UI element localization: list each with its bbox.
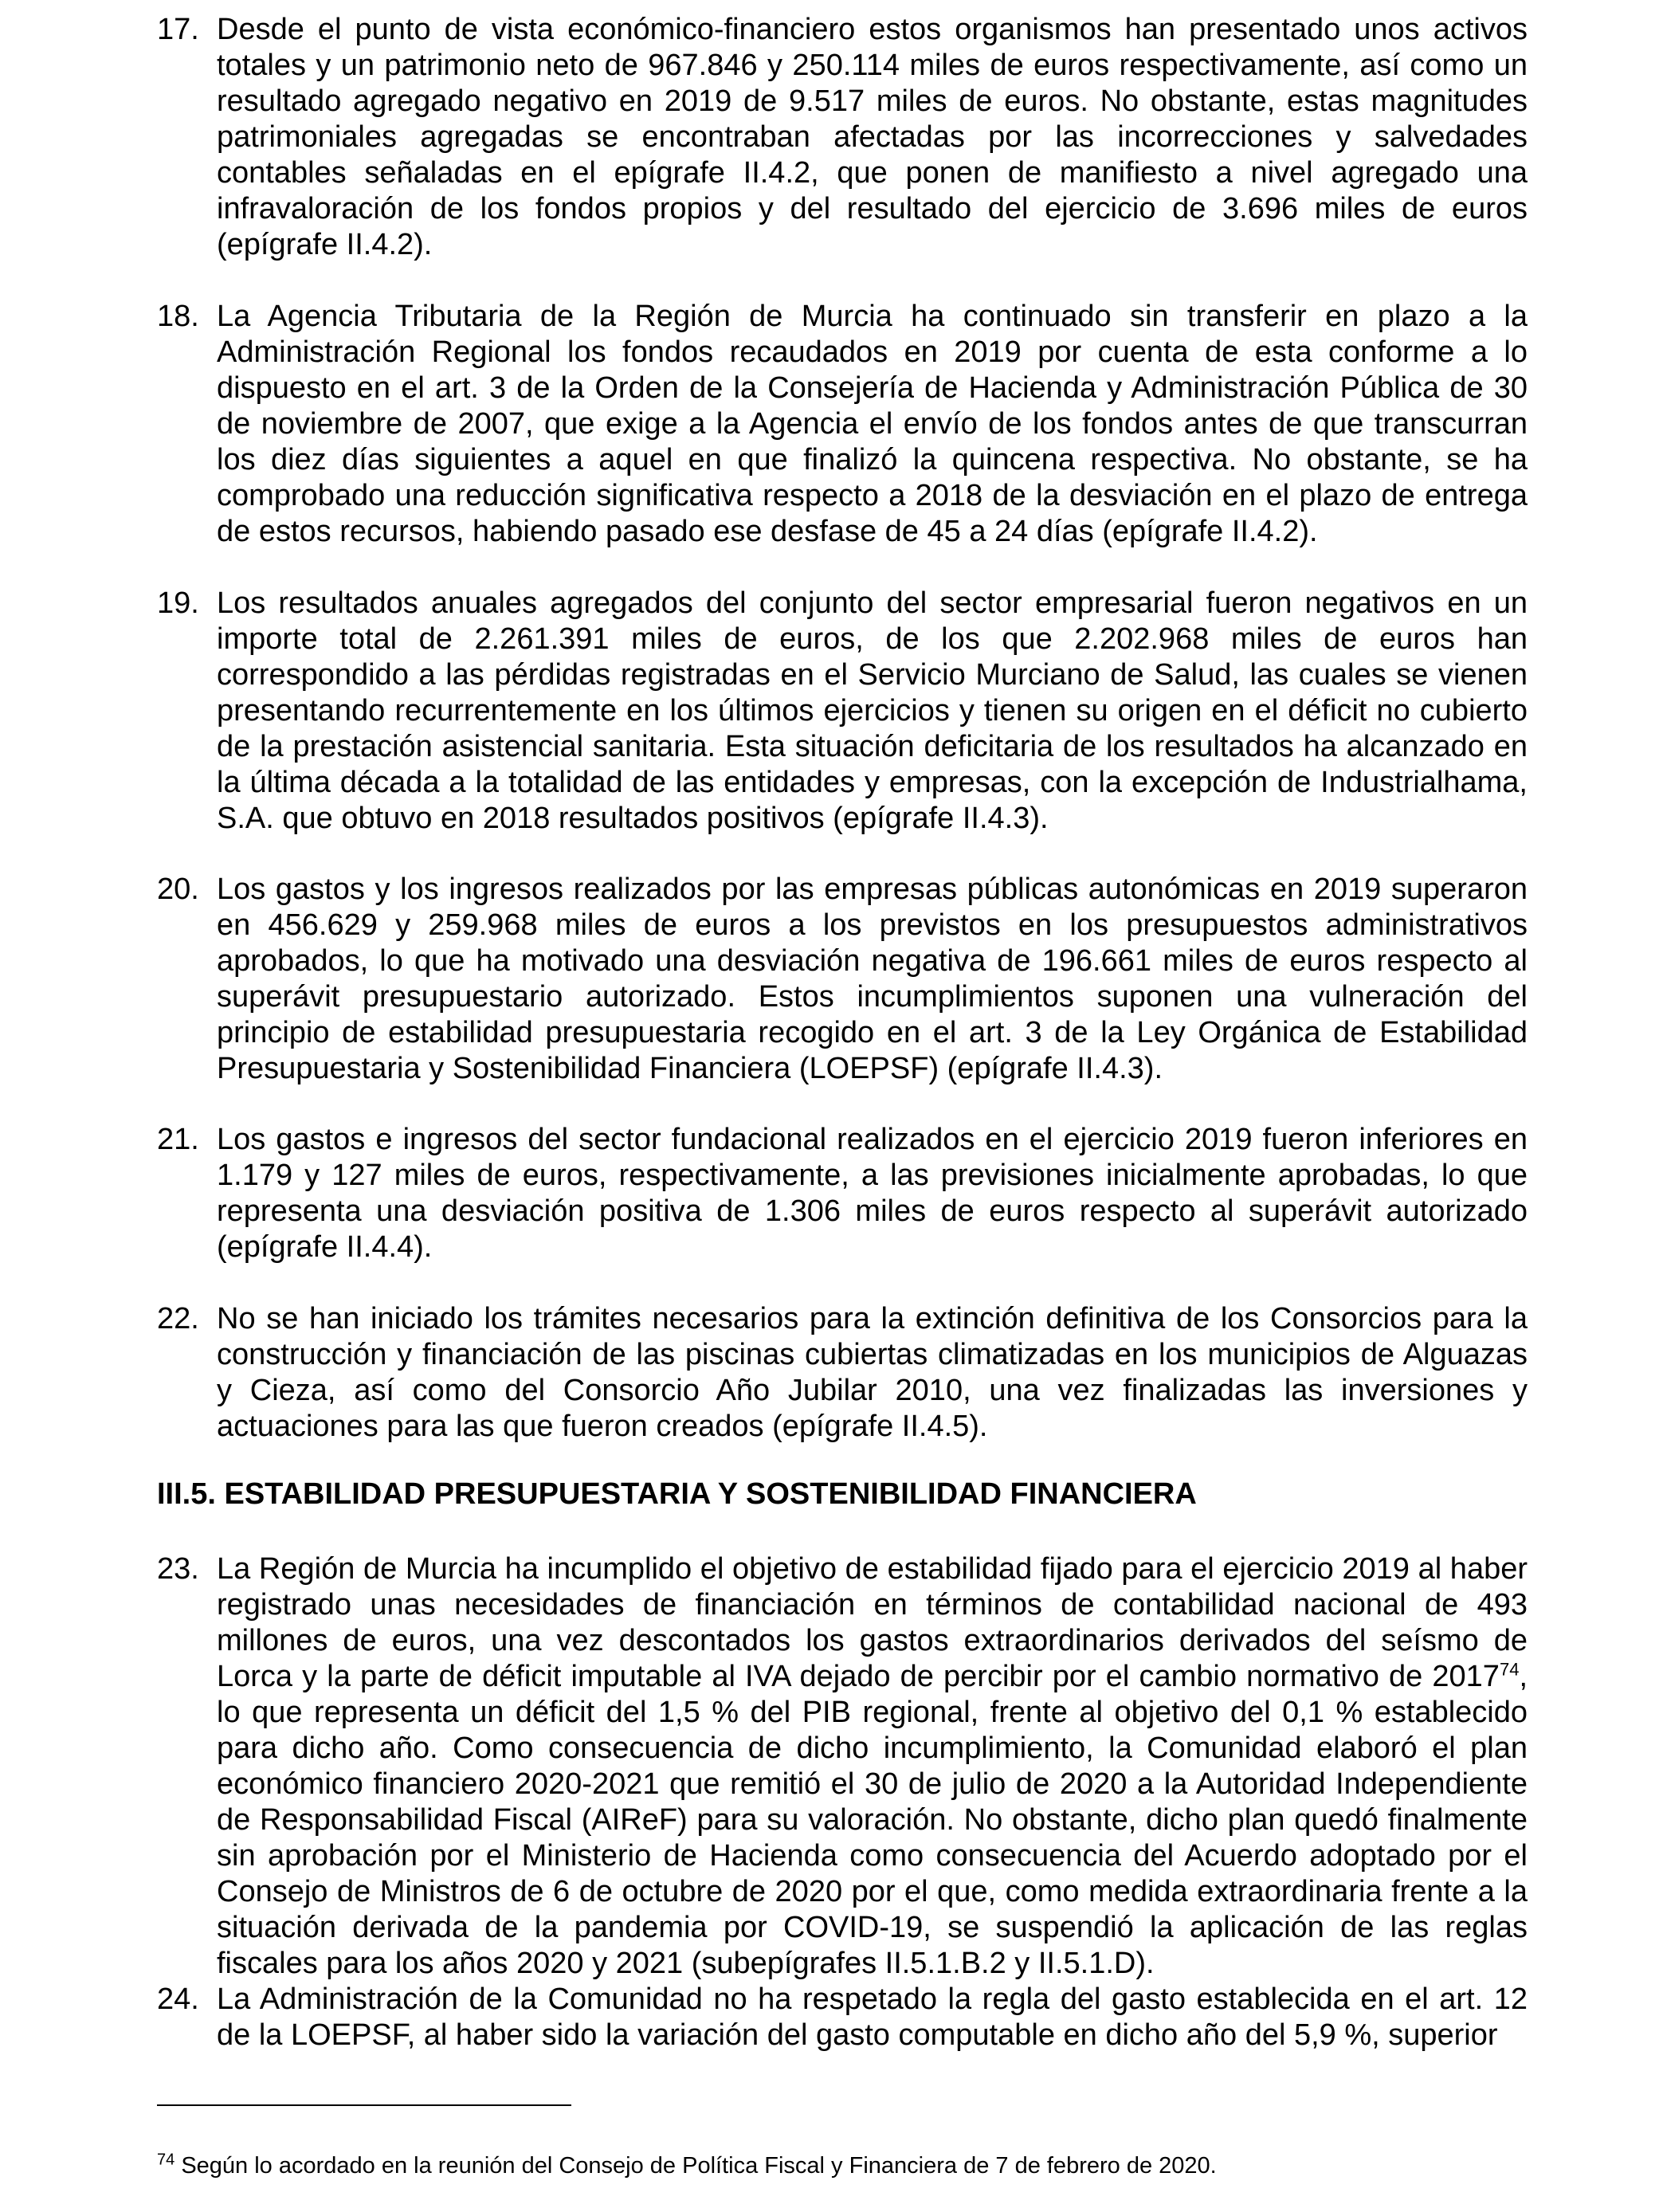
paragraph-text: Los resultados anuales agregados del conjunto del sector empresarial fueron negativos en un importe total de 2.261.391 miles de euros, de los que 2.202.968 miles de euros han correspondido a las pérdidas registradas en el Servicio Murciano de Salud, las cuales se vienen presentando recurrentemente en los últimos ejercicios y tienen su origen en el déficit no cubierto de la prestación asistencial sanitaria. Esta situación deficitaria de los resultados ha alcanzado en la última década a la totalidad de las entidades y empresas, con la excepción de Industrialhama, S.A. que obtuvo en 2018 resultados positivos (epígrafe II.4.3). <box>217 586 1528 835</box>
paragraph-number: 21. <box>157 1123 199 1156</box>
paragraph-number: 23. <box>157 1552 199 1586</box>
paragraph-18 <box>157 299 1528 550</box>
paragraph-text: Los gastos y los ingresos realizados por las empresas públicas autonómicas en 2019 superaron en 456.629 y 259.968 miles de euros a los previstos en los presupuestos administrativos aprobados, lo que ha motivado una desviación negativa de 196.661 miles de euros respecto al superávit presupuestario autorizado. Estos incumplimientos suponen una vulneración del principio de estabilidad presupuestaria recogido en el art. 3 de la Ley Orgánica de Estabilidad Presupuestaria y Sostenibilidad Financiera (LOEPSF) (epígrafe II.4.3). <box>217 873 1528 1085</box>
footnote-separator <box>157 2104 571 2106</box>
paragraph-number: 20. <box>157 873 199 906</box>
paragraph-22 <box>157 1301 1528 1445</box>
paragraph-24 <box>157 1982 1528 2053</box>
paragraph-text: La Administración de la Comunidad no ha respetado la regla del gasto establecida en el art. 12 de la LOEPSF, al haber sido la variación del gasto computable en dicho año del 5,9 %, superior <box>217 1983 1528 2052</box>
paragraph-text-part: , lo que representa un déficit del 1,5 % del PIB regional, frente al objetivo del 0,1 % establecido para dicho año. Como consecuencia de dicho incumplimiento, la Comunidad elaboró el plan económico financiero 2020-2021 que remitió el 30 de julio de 2020 a la Autoridad Independiente de Responsabilidad Fiscal (AIReF) para su valoración. No obstante, dicho plan quedó finalmente sin aprobación por el Ministerio de Hacienda como consecuencia del Acuerdo adoptado por el Consejo de Ministros de 6 de octubre de 2020 por el que, como medida extraordinaria frente a la situación derivada de la pandemia por COVID-19, se suspendió la aplicación de las reglas fiscales para los años 2020 y 2021 (subepígrafes II.5.1.B.2 y II.5.1.D). <box>217 1660 1528 1980</box>
footnote-mark: 74 <box>157 2151 175 2169</box>
paragraph-text-part: La Región de Murcia ha incumplido el objetivo de estabilidad fijado para el ejercicio 2019 al haber registrado unas necesidades de financiación en términos de contabilidad nacional de 493 millones de euros, una vez descontados los gastos extraordinarios derivados del seísmo de Lorca y la parte de déficit imputable al IVA dejado de percibir por el cambio normativo de 2017 <box>217 1552 1528 1693</box>
section-heading: III.5. ESTABILIDAD PRESUPUESTARIA Y SOSTENIBILIDAD FINANCIERA <box>157 1477 1197 1511</box>
paragraph-number: 22. <box>157 1302 199 1335</box>
paragraph-number: 17. <box>157 13 199 46</box>
paragraph-number: 18. <box>157 300 199 333</box>
paragraph-21 <box>157 1122 1528 1265</box>
paragraph-23 <box>157 1551 1528 1982</box>
paragraph-20 <box>157 872 1528 1087</box>
paragraph-17 <box>157 12 1528 263</box>
paragraph-text: No se han iniciado los trámites necesarios para la extinción definitiva de los Consorcios para la construcción y financiación de las piscinas cubiertas climatizadas en los municipios de Alguazas y Cieza, así como del Consorcio Año Jubilar 2010, una vez finalizadas las inversiones y actuaciones para las que fueron creados (epígrafe II.4.5). <box>217 1302 1528 1443</box>
paragraph-text: La Agencia Tributaria de la Región de Murcia ha continuado sin transferir en plazo a la Administración Regional los fondos recaudados en 2019 por cuenta de esta conforme a lo dispuesto en el art. 3 de la Orden de la Consejería de Hacienda y Administración Pública de 30 de noviembre de 2007, que exige a la Agencia el envío de los fondos antes de que transcurran los diez días siguientes a aquel en que finalizó la quincena respectiva. No obstante, se ha comprobado una reducción significativa respecto a 2018 de la desviación en el plazo de entrega de estos recursos, habiendo pasado ese desfase de 45 a 24 días (epígrafe II.4.2). <box>217 300 1528 548</box>
footnote-text: Según lo acordado en la reunión del Consejo de Política Fiscal y Financiera de 7 de febrero de 2020. <box>181 2153 1217 2179</box>
footnote <box>157 2152 1217 2179</box>
paragraph-text: Los gastos e ingresos del sector fundacional realizados en el ejercicio 2019 fueron inferiores en 1.179 y 127 miles de euros, respectivamente, a las previsiones inicialmente aprobadas, lo que representa una desviación positiva de 1.306 miles de euros respecto al superávit autorizado (epígrafe II.4.4). <box>217 1123 1528 1264</box>
paragraph-19 <box>157 586 1528 837</box>
paragraph-text <box>217 1551 1528 1982</box>
paragraph-number: 24. <box>157 1983 199 2016</box>
paragraph-text: Desde el punto de vista económico-financiero estos organismos han presentado unos activos totales y un patrimonio neto de 967.846 y 250.114 miles de euros respectivamente, así como un resultado agregado negativo en 2019 de 9.517 miles de euros. No obstante, estas magnitudes patrimoniales agregadas se encontraban afectadas por las incorrecciones y salvedades contables señaladas en el epígrafe II.4.2, que ponen de manifiesto a nivel agregado una infravaloración de los fondos propios y del resultado del ejercicio de 3.696 miles de euros (epígrafe II.4.2). <box>217 13 1528 261</box>
footnote-reference: 74 <box>1499 1659 1520 1680</box>
paragraph-number: 19. <box>157 586 199 620</box>
